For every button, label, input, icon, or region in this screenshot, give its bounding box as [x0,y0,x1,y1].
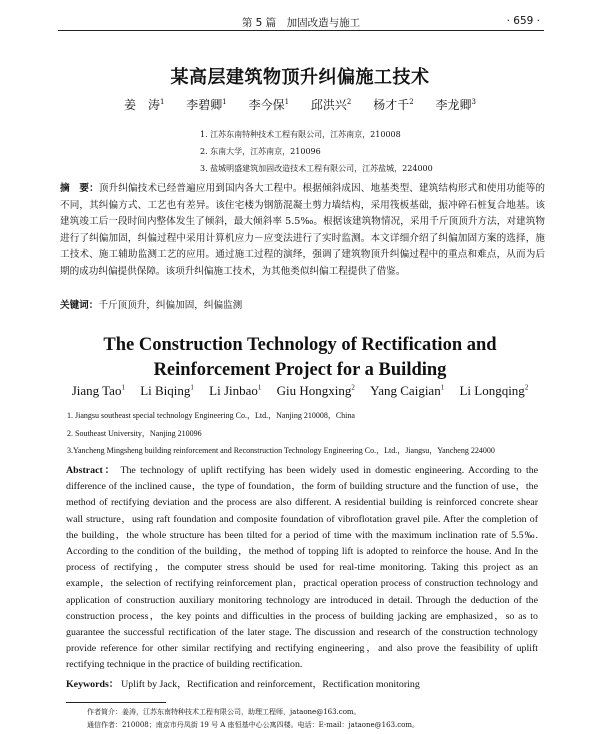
english-title-line: Reinforcement Project for a Building [153,360,447,380]
footnote-correspondence: 通信作者：210008；南京市丹凤街 19 号 A 座恒基中心公寓四楼。电话：E-mail：jataone@163.com。 [87,721,420,729]
author: Yang Caigian$^1$ [370,383,445,398]
page-number: · 659 · [506,15,540,27]
keywords-label: 关键词： [60,300,99,311]
affiliation: 2. Southeast University，Nanjing 210096 [67,428,202,438]
footnote-divider [66,702,166,703]
keywords-label: Keywords： [66,679,119,690]
running-header [58,14,544,31]
affiliation: 3. 盐城明盛建筑加固改造技术工程有限公司，江苏盐城，224000 [200,164,433,173]
author: 李龙卿$^3$ [435,98,477,112]
english-title [0,333,600,383]
affiliation: 2. 东南大学，江苏南京，210096 [200,147,321,156]
author: 李今保$^1$ [248,98,290,112]
english-authors [0,383,600,399]
abstract-text: The technology of uplift rectifying has been widely used in domestic engineering. According to the difference of the inclined cause，the type of foundation，the form of building structure and the function of use，the method of rectifying deviation and the process are also different. A residential building is reinforced concrete shear wall structure，using raft foundation and composite foundation of vibroflotation gravel pile. After the completion of the building，the whole structure has been tilted for a period of time with the maximum inclination rate of 5.5‰. According to the condition of the building，the method of topping lift is adopted to reinforce the house. And In the process of rectifying，the computer stress should be used for real-time monitoring. Taking this project as an example，the selection of rectifying reinforcement plan，practical operation process of construction technology and application of construction auxiliary monitoring technology are introduced in detail. Through the deduction of the construction process，the key points and difficulties in the process of building jacking are emphasized，so as to guarantee the successful rectification of the later stage. The discussion and research of the construction technology provide reference for other similar rectifying and rectifying engineering，and also prove the feasibility of uplift rectifying technique in the practice of building rectification. [66,465,539,671]
author: Li Biqing$^1$ [140,383,194,398]
english-abstract [66,463,538,674]
running-header-section: 第 5 篇 加固改造与施工 [241,17,361,29]
english-title-line: The Construction Technology of Rectification and [103,335,497,355]
chinese-authors [0,96,600,113]
author: 姜 涛$^1$ [123,98,165,112]
footnote-author-bio: 作者简介：姜涛，江苏东南特种技术工程有限公司，助理工程师，jataone@163.com。 [87,708,361,716]
author: 杨才千$^2$ [373,98,414,112]
chinese-title: 某高层建筑物顶升纠偏施工技术 [170,67,430,88]
author: Jiang Tao$^1$ [71,383,125,398]
author: Giu Hongxing$^2$ [276,383,355,398]
author: 李碧卿$^1$ [186,98,227,112]
affiliation: 1. 江苏东南特种技术工程有限公司，江苏南京，210008 [200,130,401,139]
author: 邱洪兴$^2$ [310,98,352,112]
affiliation: 1. Jiangsu southeast special technology Engineering Co.，Ltd.，Nanjing 210008，China [67,411,355,420]
chinese-affiliations [200,126,520,177]
english-keywords [66,676,538,690]
footnotes [87,706,547,732]
english-affiliations [67,407,567,460]
abstract-text: 顶升纠偏技术已经普遍应用到国内各大工程中。根据倾斜成因、地基类型、建筑结构形式和使用功能等的不同，其纠偏方式、工艺也有差异。该住宅楼为钢筋混凝土剪力墙结构，采用筏板基础，振冲碎石桩复合地基。该建筑竣工后一段时间内整体发生了倾斜，最大倾斜率 5.5‰。根据该建筑物情况，采用千斤顶顶升方法，对建筑物进行了纠偏加固，纠偏过程中采用计算机应力－应变法进行了实时监测。本文详细介绍了纠偏加固方案的选择，施工技术、施工辅助监测工艺的应用。通过施工过程的演绎，强调了建筑物顶升纠偏过程中的重点和难点，从而为后期的成功纠偏提供保障。该项升纠偏施工技术，为其他类似纠偏工程提供了借鉴。 [60,183,546,277]
chinese-abstract [60,181,545,281]
author: Li Jinbao$^1$ [209,383,262,398]
chinese-keywords [60,297,545,311]
author: Li Longqing$^2$ [459,383,529,398]
abstract-label: Abstract： [66,465,117,476]
keywords-text: Uplift by Jack，Rectification and reinforcement，Rectification monitoring [121,679,420,690]
keywords-text: 千斤顶顶升，纠偏加固，纠偏监测 [98,300,243,311]
affiliation: 3.Yancheng Mingsheng building reinforcement and Reconstruction Technology Engineering Co.，Ltd.，Jiangsu，Yancheng 224000 [67,446,495,455]
abstract-label: 摘 要： [60,183,99,194]
